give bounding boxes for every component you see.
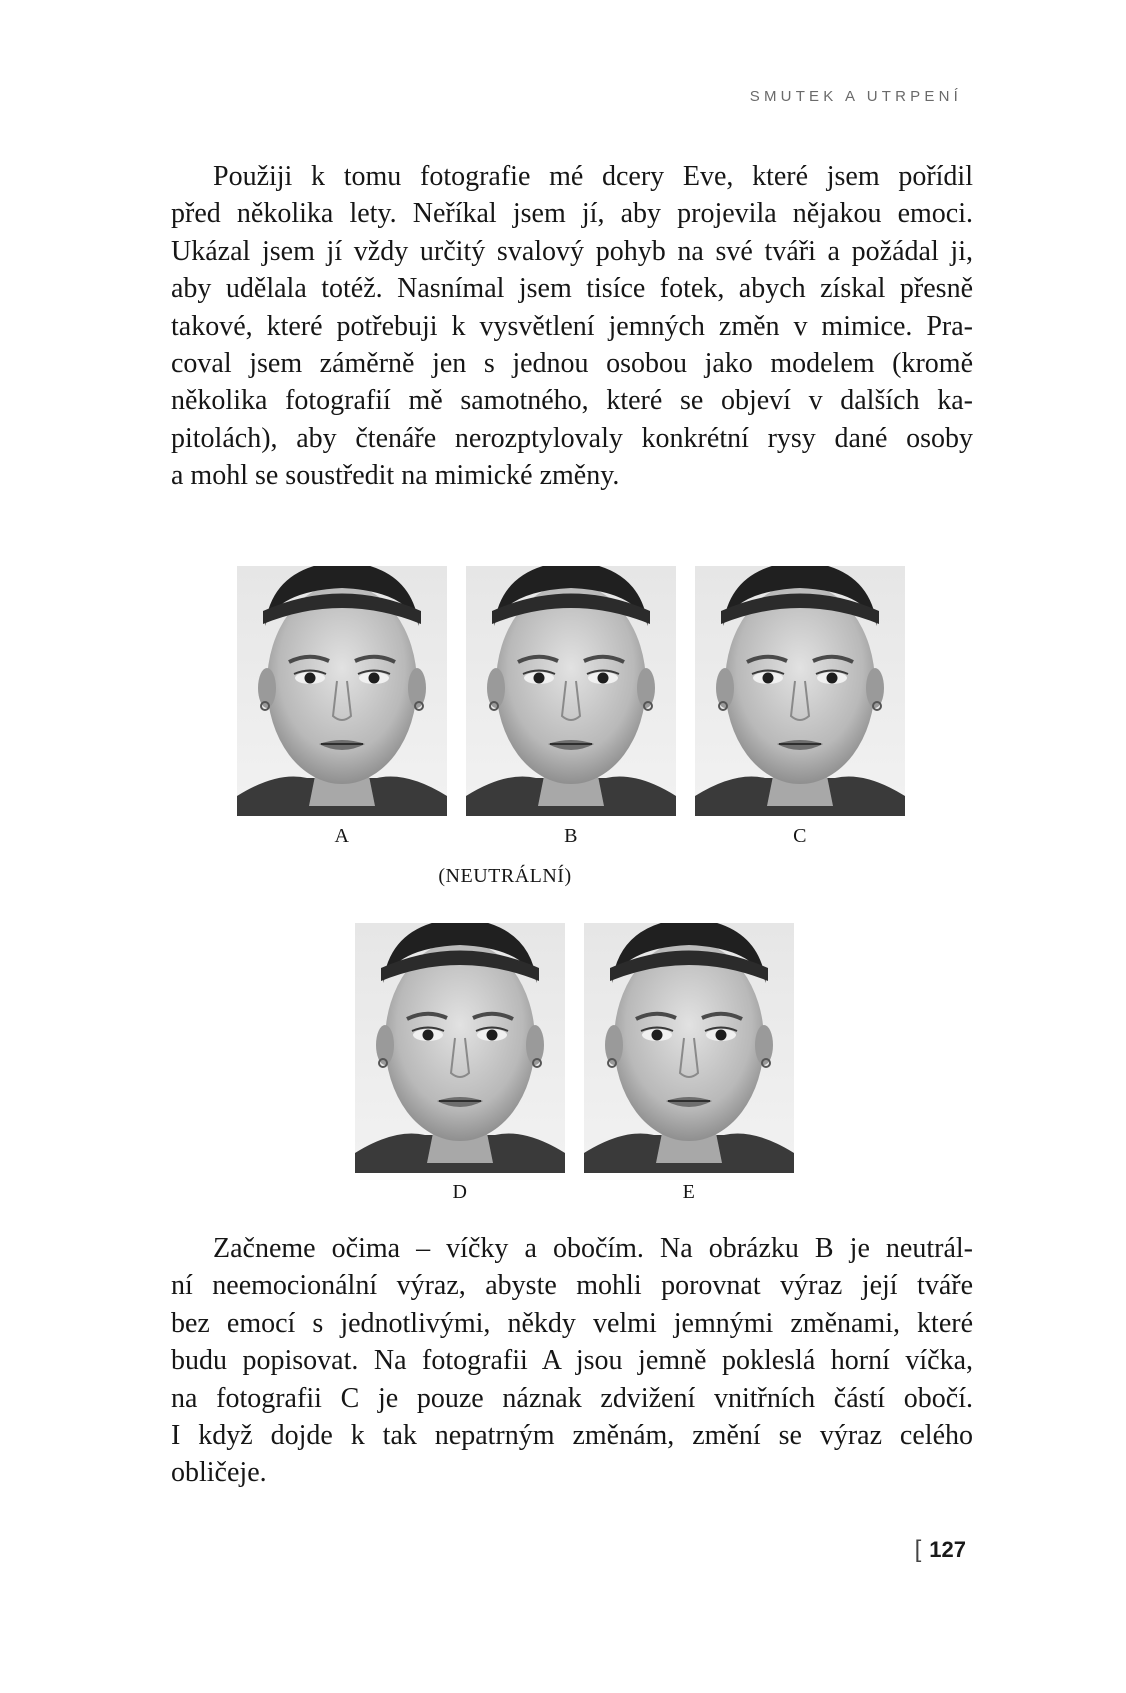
caption-d: D (452, 1181, 468, 1203)
paragraph-1 (171, 158, 973, 495)
text-line: coval jsem záměrně jen s jednou osobou jako modelem (kromě (171, 348, 973, 380)
folio-bracket: [ (914, 1536, 922, 1563)
caption-b: B (564, 825, 578, 847)
photo-c (695, 566, 905, 816)
text-line: ní neemocionální výraz, abyste mohli porovnat výraz její tváře (171, 1270, 973, 1302)
caption-a: A (334, 825, 350, 847)
photo-b (466, 566, 676, 816)
text-line: budu popisovat. Na fotografii A jsou jemně pokleslá horní víčka, (171, 1345, 973, 1377)
running-head: SMUTEK A UTRPENÍ (749, 88, 962, 105)
caption-c: C (793, 825, 807, 847)
text-line: Začneme očima – víčky a obočím. Na obrázku B je neutrál- (213, 1233, 973, 1264)
text-line: I když dojde k tak nepatrným změnám, změní se výraz celého (171, 1420, 973, 1452)
paragraph-2 (171, 1230, 973, 1492)
photo-e (584, 923, 794, 1173)
face-photo-a (237, 566, 447, 816)
text-line: a mohl se soustředit na mimické změny. (171, 460, 620, 492)
text-line: několika fotografií mě samotného, které se objeví v dalších ka- (171, 385, 973, 417)
face-photo-e (584, 923, 794, 1173)
caption-e: E (682, 1181, 696, 1203)
text-line: obličeje. (171, 1457, 267, 1489)
caption-b-sublabel: (NEUTRÁLNÍ) (438, 865, 572, 887)
text-line: aby udělala totéž. Nasnímal jsem tisíce fotek, abych získal přesně (171, 273, 973, 305)
text-line: na fotografii C je pouze náznak zdvižení vnitřních částí obočí. (171, 1382, 973, 1414)
photo-d (355, 923, 565, 1173)
face-photo-b (466, 566, 676, 816)
photo-a (237, 566, 447, 816)
text-line: bez emocí s jednotlivými, někdy velmi jemnými změnami, které (171, 1307, 973, 1339)
page-number-value: 127 (929, 1537, 966, 1562)
text-line: Ukázal jsem jí vždy určitý svalový pohyb na své tváři a požádal ji, (171, 235, 973, 267)
text-line: před několika lety. Neříkal jsem jí, aby projevila nějakou emoci. (171, 198, 973, 230)
face-photo-c (695, 566, 905, 816)
page-number (915, 1536, 966, 1564)
text-line: Použiji k tomu fotografie mé dcery Eve, které jsem pořídil (213, 161, 973, 192)
text-line: takové, které potřebuji k vysvětlení jemných změn v mimice. Pra- (171, 310, 973, 342)
text-line: pitolách), aby čtenáře nerozptylovaly konkrétní rysy dané osoby (171, 422, 973, 454)
face-photo-d (355, 923, 565, 1173)
